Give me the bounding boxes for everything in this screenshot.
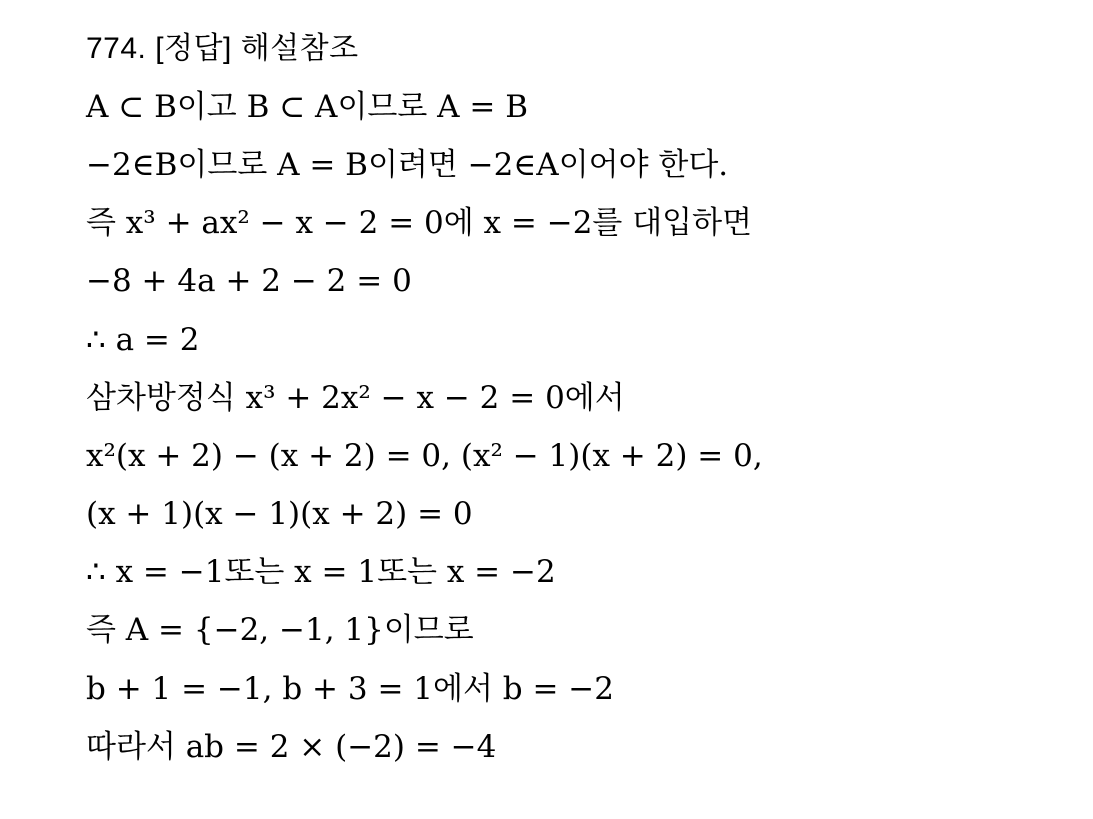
solution-line-12: 따라서 ab = 2 × (−2) = −4 xyxy=(86,728,497,765)
solution-line-1: A ⊂ B이고 B ⊂ A이므로 A = B xyxy=(86,88,528,125)
solution-line-2: −2∈B이므로 A = B이려면 −2∈A이어야 한다. xyxy=(86,146,729,183)
solution-line-8: (x + 1)(x − 1)(x + 2) = 0 xyxy=(86,496,473,533)
solution-line-5: ∴ a = 2 xyxy=(86,321,200,358)
solution-document xyxy=(86,20,1076,776)
solution-line-3: 즉 x³ + ax² − x − 2 = 0에 x = −2를 대입하면 xyxy=(86,205,753,242)
solution-line-7: x²(x + 2) − (x + 2) = 0, (x² − 1)(x + 2) = 0, xyxy=(86,437,763,474)
answer-heading: 774. [정답] 해설참조 xyxy=(86,32,359,66)
solution-line-6: 삼차방정식 x³ + 2x² − x − 2 = 0에서 xyxy=(86,379,625,416)
solution-line-9: ∴ x = −1또는 x = 1또는 x = −2 xyxy=(86,554,556,591)
solution-line-10: 즉 A = {−2, −1, 1}이므로 xyxy=(86,612,474,649)
solution-line-11: b + 1 = −1, b + 3 = 1에서 b = −2 xyxy=(86,670,614,707)
solution-line-4: −8 + 4a + 2 − 2 = 0 xyxy=(86,263,412,300)
